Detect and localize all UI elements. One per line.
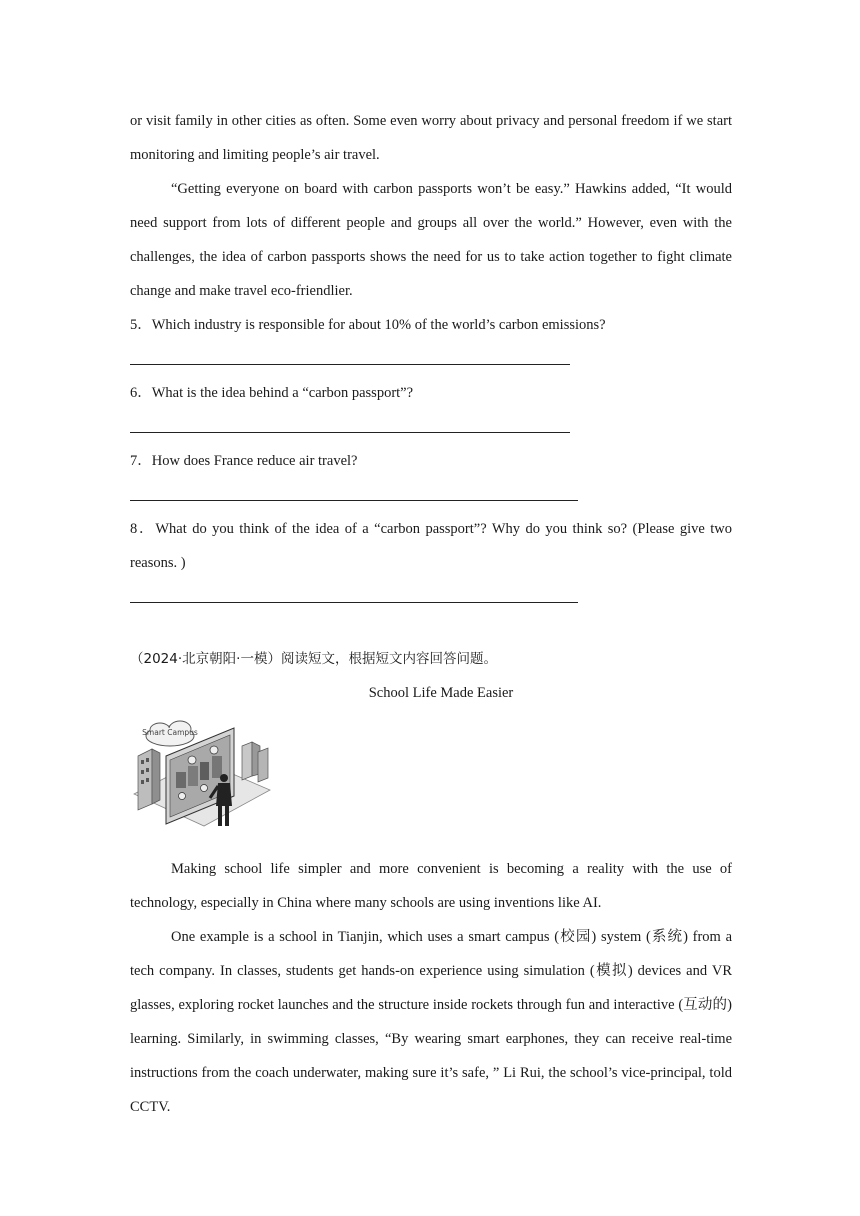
question-6: 6．What is the idea behind a “carbon passport”? bbox=[130, 385, 414, 401]
question-5: 5．Which industry is responsible for about 10% of the world’s carbon emissions? bbox=[130, 317, 606, 333]
question-8: 8．What do you think of the idea of a “carbon passport”? Why do you think so? (Please give two reasons. ) bbox=[130, 521, 732, 571]
answer-line-5[interactable] bbox=[130, 364, 570, 365]
answer-line-6[interactable] bbox=[130, 432, 570, 433]
passage-paragraph: or visit family in other cities as often. Some even worry about privacy and personal freedom if we start monitoring and limiting people’s air travel. bbox=[130, 113, 732, 163]
passage-paragraph: “Getting everyone on board with carbon passports won’t be easy.” Hawkins added, “It would need support from lots of different people and groups all over the world.” However, even with the challenges, the idea of carbon passports shows the need for us to take action together to fight climate change and make travel eco-friendlier. bbox=[130, 181, 732, 299]
document-page bbox=[130, 104, 732, 1124]
smart-campus-sign: Smart Campus bbox=[142, 728, 198, 737]
passage-source: （2024·北京朝阳·一模）阅读短文，根据短文内容回答问题。 bbox=[130, 651, 497, 667]
answer-line-8[interactable] bbox=[130, 602, 578, 603]
passage-paragraph: Making school life simpler and more convenient is becoming a reality with the use of technology, especially in China where many schools are using inventions like AI. bbox=[130, 861, 732, 911]
smart-campus-illustration bbox=[130, 716, 278, 834]
passage-paragraph: One example is a school in Tianjin, which uses a smart campus (校园) system (系统) from a tech company. In classes, students get hands-on experience using simulation (模拟) devices and VR glasses, exploring rocket launches and the structure inside rockets through fun and interactive (互动的) learning. Similarly, in swimming classes, “By wearing smart earphones, they can receive real-time instructions from the coach underwater, making sure it’s safe, ” Li Rui, the school’s vice-principal, told CCTV. bbox=[130, 929, 732, 1115]
passage-title: School Life Made Easier bbox=[368, 685, 514, 701]
question-7: 7．How does France reduce air travel? bbox=[130, 453, 358, 469]
answer-line-7[interactable] bbox=[130, 500, 578, 501]
